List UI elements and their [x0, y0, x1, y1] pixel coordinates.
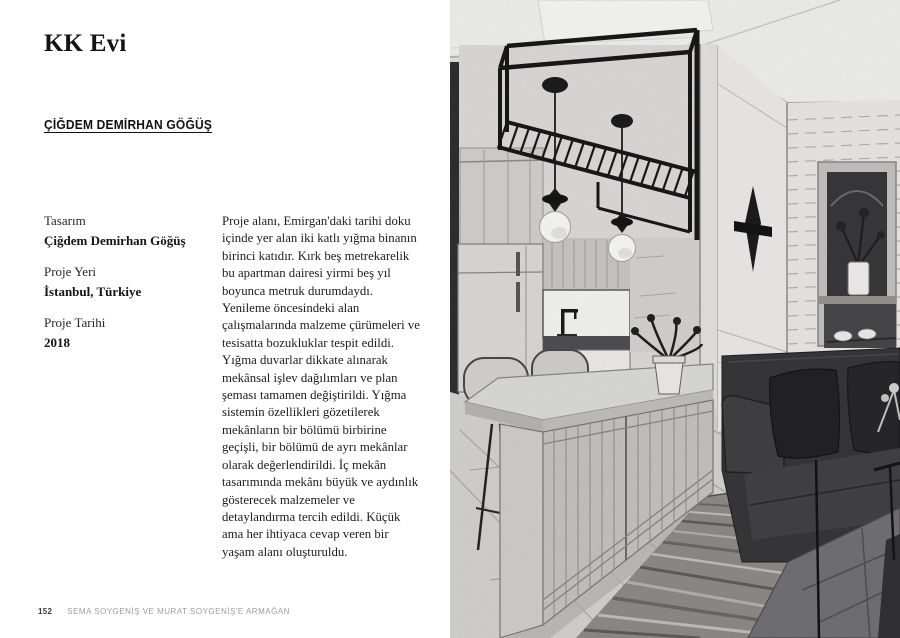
project-meta — [44, 211, 204, 364]
grain-overlay — [450, 0, 900, 638]
author-name: ÇİĞDEM DEMİRHAN GÖĞÜŞ — [44, 118, 213, 132]
meta-value: 2018 — [44, 335, 70, 350]
meta-design — [44, 211, 204, 251]
meta-label: Proje Yeri — [44, 264, 97, 279]
meta-value: İstanbul, Türkiye — [44, 284, 142, 299]
page-footer — [38, 607, 290, 616]
meta-value: Çiğdem Demirhan Göğüş — [44, 233, 186, 248]
interior-photo — [450, 0, 900, 638]
project-description: Proje alanı, Emirgan'daki tarihi doku içinde yer alan iki katlı yığma binanın birinci katıdır. Kırk beş metrekarelik bu apartman dairesi yirmi beş yıl boyunca metruk durumdaydı. Yenileme öncesindeki alan çalışmalarında malzeme çürümeleri ve tesisatta bozukluklar tespit edildi. Yığma duvarlar dikkate alınarak mekânsal işlev dağılımları ve plan şeması tamamen değiştirildi. Yığma sistemin özellikleri gözetilerek mekânların bir bölümü birbirine geçişli, bir bölümü de ayrı mekânlar olarak değerlendirildi. İç mekân tasarımında mekânı büyük ve aydınlık gösterecek malzemeler ve detaylandırma tercih edildi. Küçük ama her ihtiyaca cevap veren bir yaşam alanı oluşturuldu. — [222, 214, 420, 559]
page-number: 152 — [38, 607, 53, 616]
meta-label: Tasarım — [44, 213, 86, 228]
meta-label: Proje Tarihi — [44, 315, 106, 330]
meta-location — [44, 262, 204, 302]
running-title: SEMA SOYGENİŞ VE MURAT SOYGENİŞ'E ARMAĞAN — [67, 607, 290, 616]
interior-kitchen-illustration — [450, 0, 900, 638]
meta-date — [44, 313, 204, 353]
page-title: KK Evi — [44, 30, 127, 57]
